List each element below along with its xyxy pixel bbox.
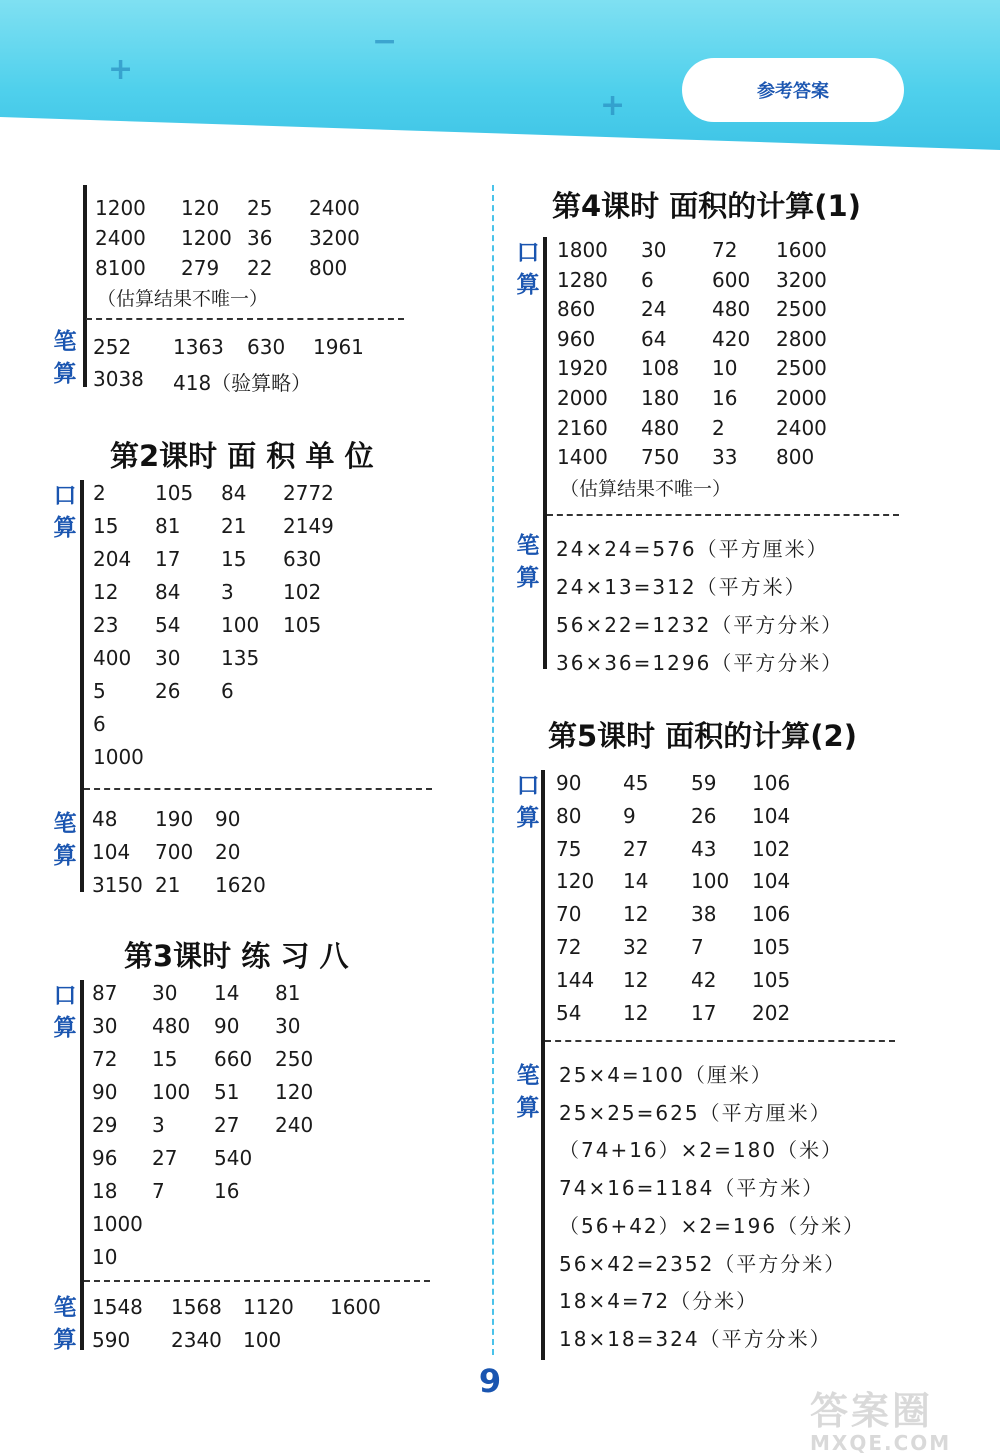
label-char: 算	[53, 843, 77, 869]
answer-value: 72	[712, 238, 738, 262]
bisuan-label	[52, 1292, 78, 1356]
kousuan-label	[52, 480, 78, 544]
answer-value: 80	[556, 803, 582, 828]
label-char: 算	[516, 565, 540, 591]
answer-value: 190	[155, 807, 194, 831]
answer-value: 800	[776, 445, 815, 470]
answer-value: 7	[152, 1179, 165, 1203]
lesson-title: 第5课时 面积的计算(2)	[548, 719, 857, 753]
answer-value: 17	[691, 1000, 717, 1025]
answer-value: 2772	[283, 481, 334, 505]
equation-line: 24×24=576（平方厘米）	[556, 537, 829, 561]
answer-value: 2400	[309, 196, 360, 220]
answer-value: 3150	[92, 873, 143, 897]
bisuan-label	[515, 530, 541, 594]
answer-value: 72	[92, 1047, 118, 1071]
label-char: 算	[516, 805, 540, 831]
label-char: 算	[516, 1095, 540, 1121]
answer-value: 104	[752, 803, 791, 828]
answer-value: 30	[641, 238, 667, 262]
answer-value: 120	[556, 869, 595, 894]
answer-value: 72	[556, 935, 582, 959]
answer-value: 70	[556, 902, 582, 927]
answer-value: 1800	[557, 238, 608, 262]
answer-value: 54	[556, 1000, 582, 1025]
label-char: 笔	[516, 1063, 540, 1089]
label-char: 算	[516, 272, 540, 298]
lesson-title: 第2课时 面 积 单 位	[110, 439, 374, 473]
answer-value: 12	[623, 967, 649, 992]
answer-value: 24	[641, 297, 667, 322]
answer-value: 90	[556, 771, 582, 795]
answer-value: 90	[215, 807, 241, 831]
answer-value: 1400	[557, 445, 608, 470]
section-bar	[80, 980, 84, 1350]
answer-value: 3	[152, 1113, 165, 1137]
answer-value: 1000	[92, 1212, 143, 1236]
answer-value: 104	[752, 869, 791, 894]
label-char: 算	[53, 1015, 77, 1041]
equation-line: 56×22=1232（平方分米）	[556, 613, 844, 637]
equation-line: 18×4=72（分米）	[559, 1289, 759, 1314]
answer-value: 81	[275, 981, 301, 1005]
answer-value: 96	[92, 1146, 118, 1170]
answer-value: 17	[155, 547, 181, 571]
kousuan-label	[52, 980, 78, 1044]
answer-value: 600	[712, 267, 751, 292]
answer-value: 100	[691, 869, 730, 894]
section-separator	[86, 318, 404, 320]
answer-value: 105	[155, 481, 194, 505]
answer-value: 144	[556, 967, 595, 992]
answer-value: 64	[641, 326, 667, 351]
section-separator	[545, 1040, 895, 1042]
answer-value: 2149	[283, 514, 334, 538]
minus-icon: −	[372, 24, 398, 59]
answer-value: 16	[712, 386, 738, 410]
answer-value: 2800	[776, 326, 827, 351]
answer-value: 106	[752, 902, 791, 927]
answer-value: 1120	[243, 1295, 294, 1319]
answer-value: 38	[691, 902, 717, 927]
bisuan-label	[515, 1060, 541, 1124]
answer-value: 26	[155, 679, 181, 703]
answer-value: 43	[691, 836, 717, 861]
answer-value: 9	[623, 803, 636, 828]
answer-value: 540	[214, 1146, 253, 1170]
answer-value: 27	[623, 836, 649, 861]
section-bar	[80, 480, 84, 892]
answer-value: 2400	[95, 226, 146, 250]
answer-value: 45	[623, 771, 649, 795]
answer-value: 1200	[181, 226, 232, 250]
estimate-note: （估算结果不唯一）	[97, 288, 269, 310]
estimate-note: （估算结果不唯一）	[560, 478, 732, 500]
label-char: 笔	[53, 811, 77, 837]
kousuan-label	[515, 770, 541, 834]
answer-value: 2400	[776, 415, 827, 440]
kousuan-label	[515, 237, 541, 301]
answer-value: 3200	[309, 226, 360, 250]
equation-line: 36×36=1296（平方分米）	[556, 651, 844, 675]
answer-value: 480	[641, 415, 680, 440]
label-char: 笔	[516, 533, 540, 559]
answer-value: 202	[752, 1000, 791, 1025]
answer-value: 33	[712, 445, 738, 470]
answer-value: 21	[155, 873, 181, 897]
answer-value: 15	[221, 547, 247, 571]
answer-value: 1961	[313, 335, 364, 359]
answer-value: 27	[214, 1113, 240, 1137]
section-bar	[541, 770, 545, 1360]
answer-value: 29	[92, 1113, 118, 1137]
answer-value: 1548	[92, 1295, 143, 1319]
answer-value: 106	[752, 771, 791, 795]
answer-value: 30	[155, 646, 181, 670]
answer-value: 54	[155, 613, 181, 637]
label-char: 笔	[53, 329, 77, 355]
answer-value: 59	[691, 771, 717, 795]
plus-icon: +	[108, 52, 134, 87]
answer-value: 104	[92, 840, 131, 864]
answer-value: 22	[247, 256, 273, 280]
answer-value: 100	[152, 1080, 191, 1104]
answer-value: 5	[93, 679, 106, 703]
answer-value: 15	[93, 514, 119, 538]
answer-value: 480	[712, 297, 751, 322]
answer-value: 42	[691, 967, 717, 992]
answer-value: 1600	[776, 238, 827, 262]
answer-value: 120	[181, 196, 220, 220]
answer-value: 12	[623, 1000, 649, 1025]
section-separator	[547, 514, 899, 516]
answer-badge: 参考答案	[682, 58, 904, 122]
answer-value: 120	[275, 1080, 314, 1104]
answer-value: 25	[247, 196, 273, 220]
answer-value: 135	[221, 646, 260, 670]
answer-value: 750	[641, 445, 680, 470]
answer-value: 2000	[557, 386, 608, 410]
answer-value: 48	[92, 807, 118, 831]
answer-value: 105	[752, 935, 791, 959]
answer-value: 84	[221, 481, 247, 505]
answer-value: 3038	[93, 367, 144, 391]
answer-value: 81	[155, 514, 181, 538]
page-number: 9	[478, 1362, 502, 1400]
label-char: 笔	[53, 1295, 77, 1321]
answer-value: 105	[752, 967, 791, 992]
answer-value: 100	[243, 1328, 282, 1352]
answer-value: 30	[152, 981, 178, 1005]
answer-value: 2000	[776, 386, 827, 410]
answer-value: 3	[221, 580, 234, 604]
answer-value: 90	[92, 1080, 118, 1104]
answer-value: 7	[691, 935, 704, 959]
answer-value: 800	[309, 256, 348, 280]
answer-value: 700	[155, 840, 194, 864]
answer-value: 204	[93, 547, 132, 571]
answer-value: 36	[247, 226, 273, 250]
equation-line: （56+42）×2=196（分米）	[559, 1213, 866, 1238]
section-bar	[83, 185, 87, 387]
answer-value: 51	[214, 1080, 240, 1104]
answer-value: 84	[155, 580, 181, 604]
label-char: 口	[53, 983, 77, 1009]
answer-value: 590	[92, 1328, 131, 1352]
answer-value: 108	[641, 356, 680, 381]
answer-value: 21	[221, 514, 247, 538]
label-char: 口	[53, 483, 77, 509]
answer-value: 20	[215, 840, 241, 864]
answer-value: 279	[181, 256, 220, 280]
answer-value: 2	[712, 415, 725, 440]
column-divider	[492, 185, 494, 1355]
equation-line: 25×4=100（厘米）	[559, 1063, 773, 1087]
answer-value: 2160	[557, 415, 608, 440]
answer-value: 2	[93, 481, 106, 505]
answer-value: 1620	[215, 873, 266, 897]
answer-value: 3200	[776, 267, 827, 292]
answer-value: 26	[691, 803, 717, 828]
answer-value: 2500	[776, 356, 827, 381]
answer-value: 14	[623, 869, 649, 894]
answer-value: 418（验算略）	[173, 371, 312, 395]
answer-value: 960	[557, 326, 596, 351]
answer-value: 1568	[171, 1295, 222, 1319]
answer-value: 23	[93, 613, 119, 637]
answer-value: 10	[92, 1245, 118, 1269]
equation-line: 56×42=2352（平方分米）	[559, 1251, 847, 1276]
lesson-title: 第3课时 练 习 八	[124, 939, 349, 973]
label-char: 口	[516, 773, 540, 799]
answer-value: 30	[275, 1014, 301, 1038]
answer-value: 16	[214, 1179, 240, 1203]
label-char: 算	[53, 515, 77, 541]
equation-line: 25×25=625（平方厘米）	[559, 1100, 832, 1125]
watermark-logo: 答案圈 MXQE.COM	[810, 1389, 952, 1455]
answer-value: 630	[247, 335, 286, 359]
answer-value: 480	[152, 1014, 191, 1038]
equation-line: 24×13=312（平方米）	[556, 575, 807, 599]
answer-value: 12	[93, 580, 119, 604]
answer-value: 2340	[171, 1328, 222, 1352]
answer-value: 102	[752, 836, 791, 861]
answer-value: 1920	[557, 356, 608, 381]
plus-icon: +	[600, 88, 626, 123]
answer-value: 12	[623, 902, 649, 927]
answer-value: 1200	[95, 196, 146, 220]
answer-value: 240	[275, 1113, 314, 1137]
answer-value: 660	[214, 1047, 253, 1071]
answer-value: 75	[556, 836, 582, 861]
section-separator	[84, 1280, 430, 1282]
answer-value: 252	[93, 335, 132, 359]
answer-value: 32	[623, 935, 649, 959]
label-char: 算	[53, 361, 77, 387]
answer-value: 860	[557, 297, 596, 322]
answer-value: 400	[93, 646, 132, 670]
answer-value: 105	[283, 613, 322, 637]
answer-value: 630	[283, 547, 322, 571]
equation-line: 18×18=324（平方分米）	[559, 1326, 832, 1351]
answer-value: 30	[92, 1014, 118, 1038]
bisuan-label	[52, 808, 78, 872]
answer-value: 1363	[173, 335, 224, 359]
answer-value: 1280	[557, 267, 608, 292]
section-bar	[543, 237, 547, 669]
answer-value: 90	[214, 1014, 240, 1038]
answer-value: 8100	[95, 256, 146, 280]
label-char: 口	[516, 240, 540, 266]
answer-value: 6	[93, 712, 106, 736]
equation-line: （74+16）×2=180（米）	[559, 1138, 844, 1163]
answer-value: 10	[712, 356, 738, 381]
answer-value: 27	[152, 1146, 178, 1170]
answer-value: 6	[641, 267, 654, 292]
lesson-title: 第4课时 面积的计算(1)	[552, 189, 861, 223]
answer-value: 87	[92, 981, 118, 1005]
bisuan-label	[52, 326, 78, 390]
answer-value: 420	[712, 326, 751, 351]
answer-value: 102	[283, 580, 322, 604]
answer-value: 1000	[93, 745, 144, 769]
answer-value: 15	[152, 1047, 178, 1071]
section-separator	[84, 788, 432, 790]
label-char: 算	[53, 1327, 77, 1353]
answer-value: 2500	[776, 297, 827, 322]
answer-value: 18	[92, 1179, 118, 1203]
answer-value: 6	[221, 679, 234, 703]
equation-line: 74×16=1184（平方米）	[559, 1176, 825, 1201]
answer-value: 180	[641, 386, 680, 410]
answer-value: 100	[221, 613, 260, 637]
answer-value: 1600	[330, 1295, 381, 1319]
answer-value: 14	[214, 981, 240, 1005]
answer-value: 250	[275, 1047, 314, 1071]
